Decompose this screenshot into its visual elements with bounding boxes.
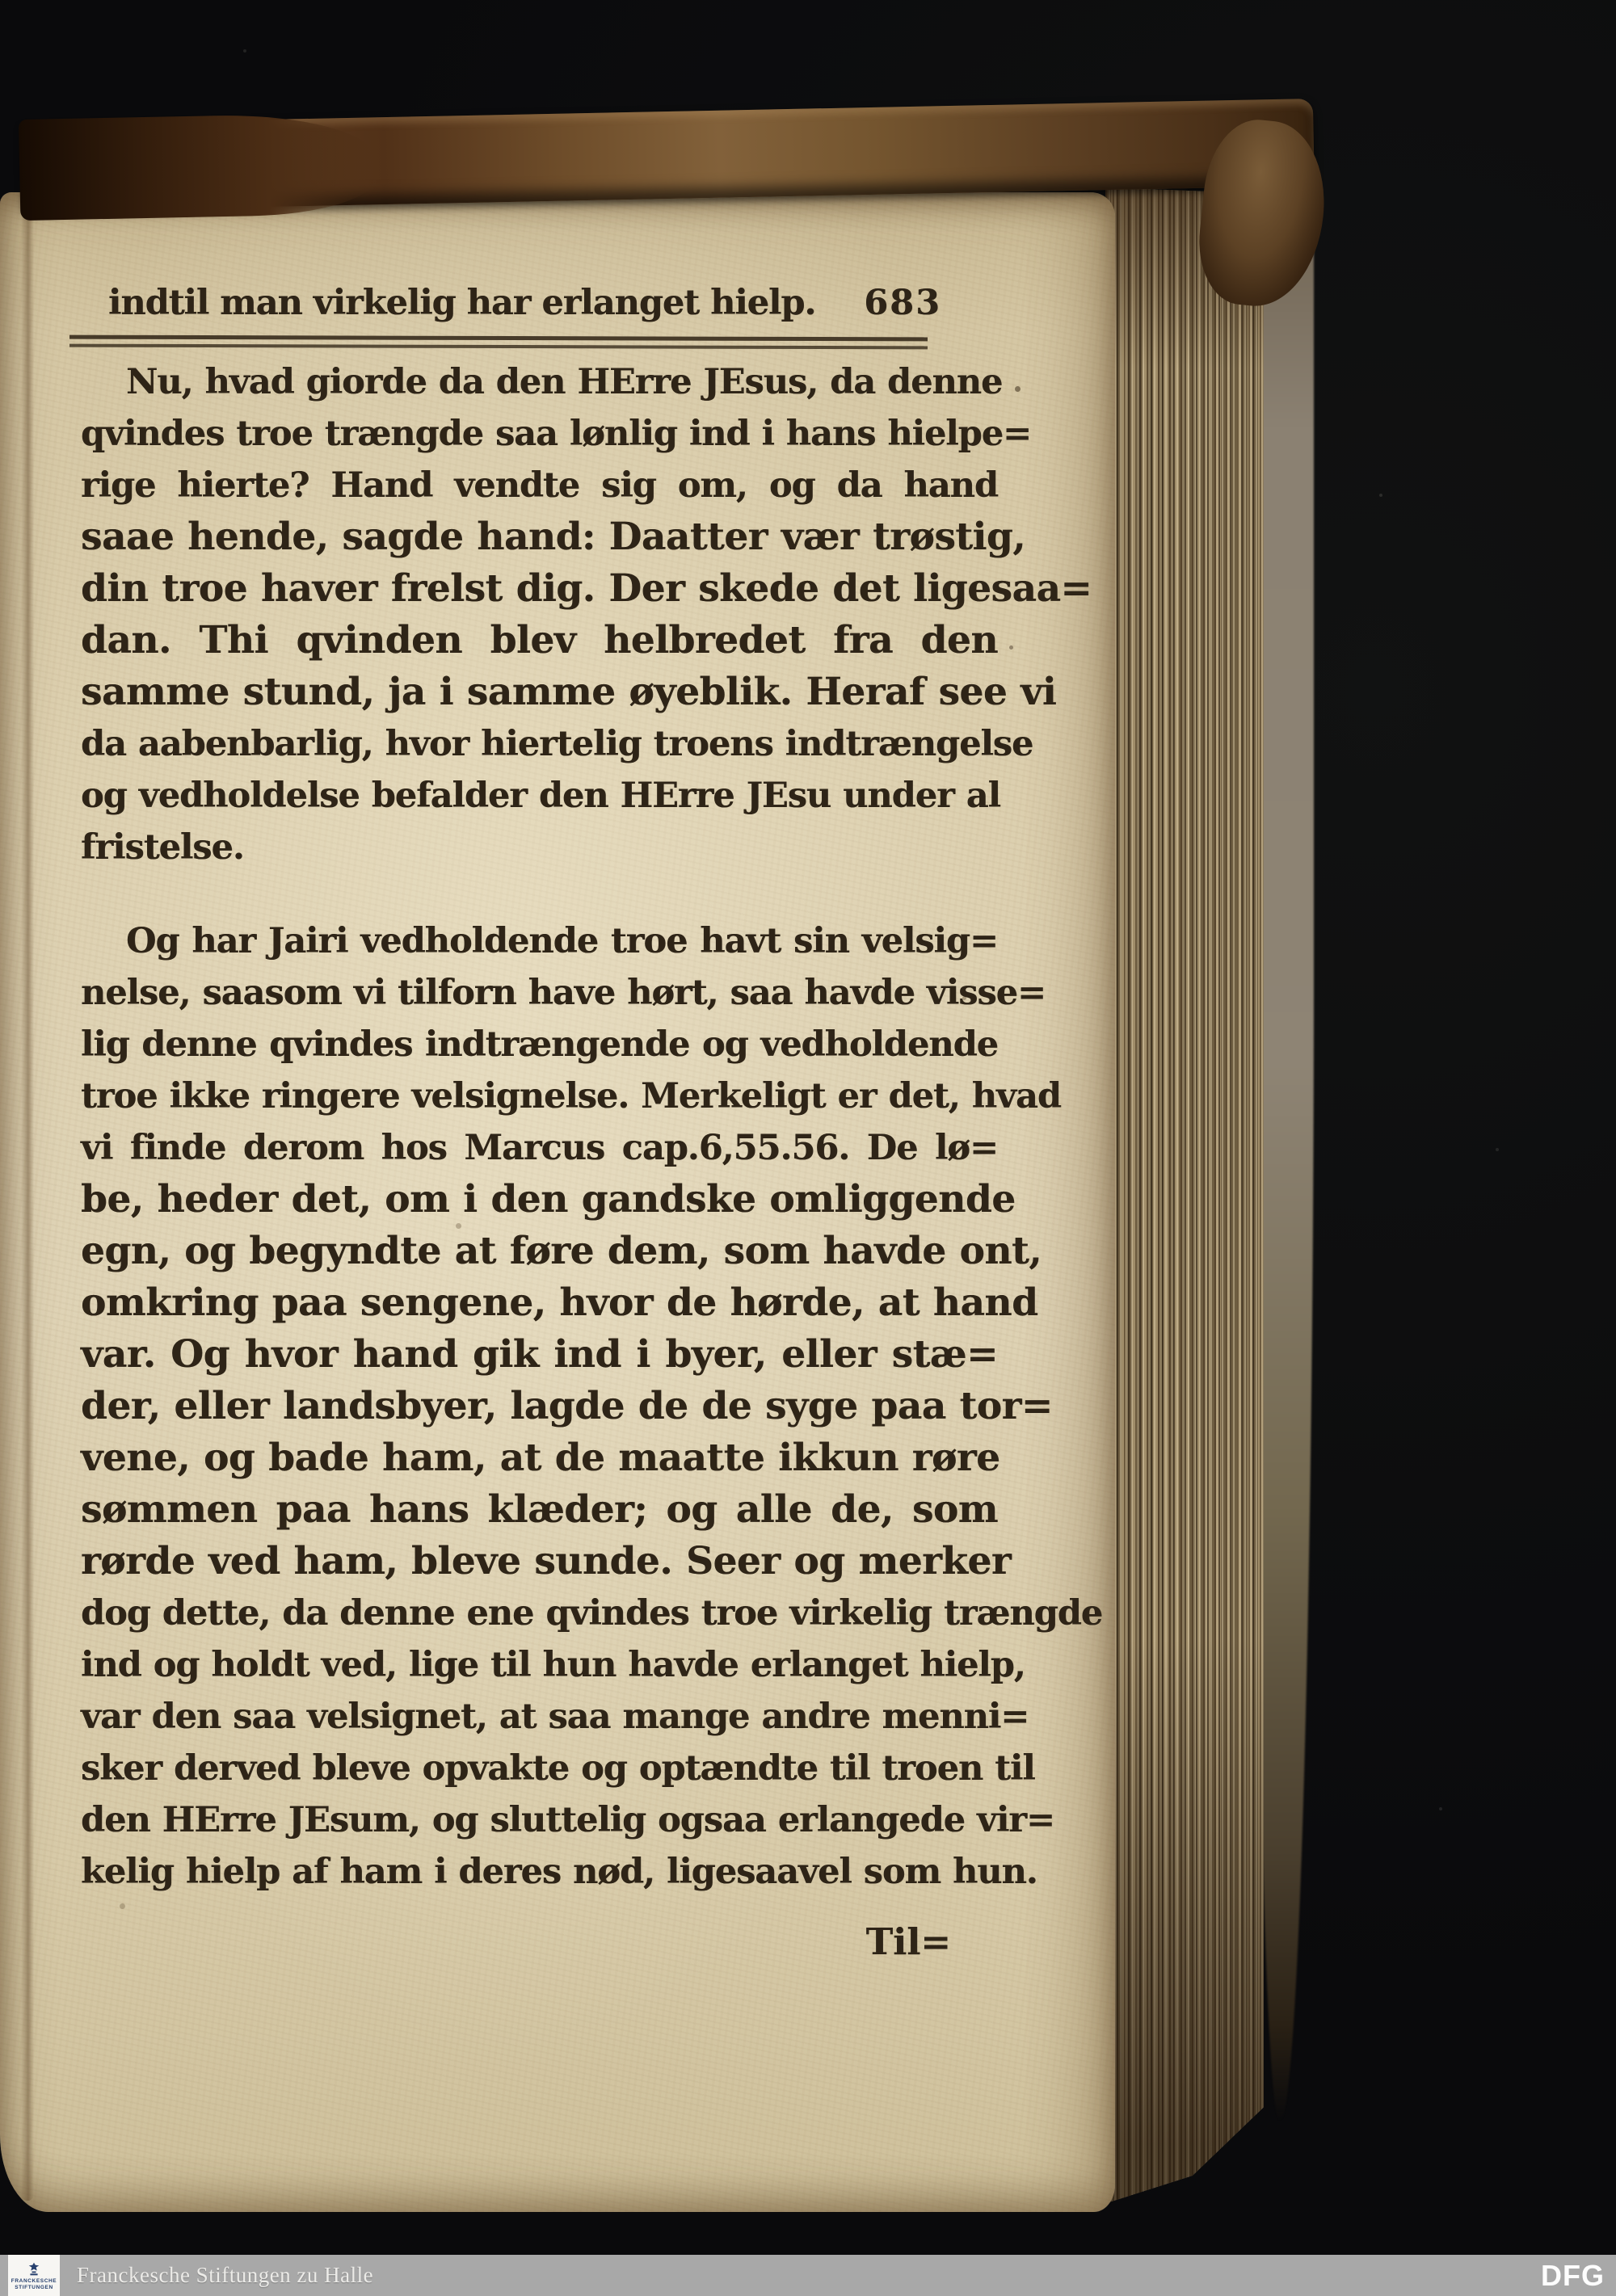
logo-text-line2: STIFTUNGEN — [15, 2284, 53, 2290]
background-dust-specks — [0, 0, 2, 2]
text-line: din troe haver frelst dig. Der skede det ligesaa= — [81, 566, 1092, 611]
franckesche-emblem-icon — [26, 2261, 42, 2277]
text-line: sker derved bleve opvakte og optændte til troen til — [81, 1748, 1035, 1789]
text-line: Og har Jairi vedholdende troe havt sin velsig= — [126, 921, 998, 961]
page-number: 683 — [864, 283, 941, 323]
text-line: vene, og bade ham, at de maatte ikkun røre — [81, 1436, 1000, 1480]
text-line: dan. Thi qvinden blev helbredet fra den — [81, 618, 998, 662]
text-line: qvindes troe trængde saa lønlig ind i hans hielpe= — [81, 414, 1032, 454]
logo-text-line1: FRANCKESCHE — [11, 2277, 57, 2284]
text-line: egn, og begyndte at føre dem, som havde ont, — [81, 1229, 1042, 1273]
institution-label: Franckesche Stiftungen zu Halle — [77, 2263, 374, 2287]
text-line: Nu, hvad giorde da den HErre JEsus, da denne — [126, 362, 1003, 402]
book-fore-edge-pages — [1105, 187, 1264, 2204]
footer-bar — [0, 2255, 1616, 2296]
text-line: rørde ved ham, bleve sunde. Seer og merker — [81, 1539, 1012, 1583]
printed-text-area — [81, 283, 1103, 1963]
book-cover-outer-edge — [1257, 199, 1314, 2121]
text-line: troe ikke ringere velsignelse. Merkeligt er det, hvad — [81, 1076, 1061, 1116]
franckesche-stiftungen-logo — [8, 2255, 60, 2296]
text-line: ind og holdt ved, lige til hun havde erlanget hielp, — [81, 1645, 1025, 1685]
text-line: vi finde derom hos Marcus cap.6,55.56. De lø= — [81, 1128, 998, 1168]
text-line: be, heder det, om i den gandske omliggende — [81, 1177, 1016, 1222]
text-line: rige hierte? Hand vendte sig om, og da hand — [81, 465, 998, 506]
text-line: kelig hielp af ham i deres nød, ligesaavel som hun. — [81, 1852, 1037, 1892]
gutter-crease — [21, 200, 34, 2201]
running-header-title: indtil man virkelig har erlanget hielp. — [108, 283, 816, 323]
catchword: Til= — [865, 1920, 951, 1963]
text-line: sømmen paa hans klæder; og alle de, som — [81, 1487, 998, 1532]
dfg-logo: DFG — [1541, 2258, 1605, 2292]
text-line: der, eller landsbyer, lagde de de syge paa tor= — [81, 1384, 1053, 1428]
text-line: den HErre JEsum, og sluttelig ogsaa erlangede vir= — [81, 1800, 1054, 1840]
paragraph — [81, 356, 1092, 873]
text-line: fristelse. — [81, 827, 244, 868]
text-line: dog dette, da denne ene qvindes troe virkelig trængde — [81, 1593, 1103, 1634]
text-line: omkring paa sengene, hvor de hørde, at hand — [81, 1280, 1038, 1325]
text-line: samme stund, ja i samme øyeblik. Heraf see vi — [81, 670, 1057, 714]
text-line: lig denne qvindes indtrængende og vedholdende — [81, 1024, 998, 1065]
text-line: var. Og hvor hand gik ind i byer, eller stæ= — [81, 1332, 998, 1377]
text-line: saae hende, sagde hand: Daatter vær trøstig, — [81, 515, 1026, 559]
text-block — [81, 356, 1103, 1898]
book-page — [0, 192, 1115, 2212]
text-line: og vedholdelse befalder den HErre JEsu under al — [81, 776, 1000, 816]
text-line: var den saa velsignet, at saa mange andre menni= — [81, 1697, 1029, 1737]
paragraph — [81, 915, 1103, 1898]
text-line: da aabenbarlig, hvor hiertelig troens indtrængelse — [81, 724, 1033, 764]
running-header — [81, 283, 998, 323]
page-ink-specks — [0, 192, 2, 195]
text-line: nelse, saasom vi tilforn have hørt, saa havde visse= — [81, 973, 1046, 1013]
header-double-rule — [69, 335, 928, 350]
